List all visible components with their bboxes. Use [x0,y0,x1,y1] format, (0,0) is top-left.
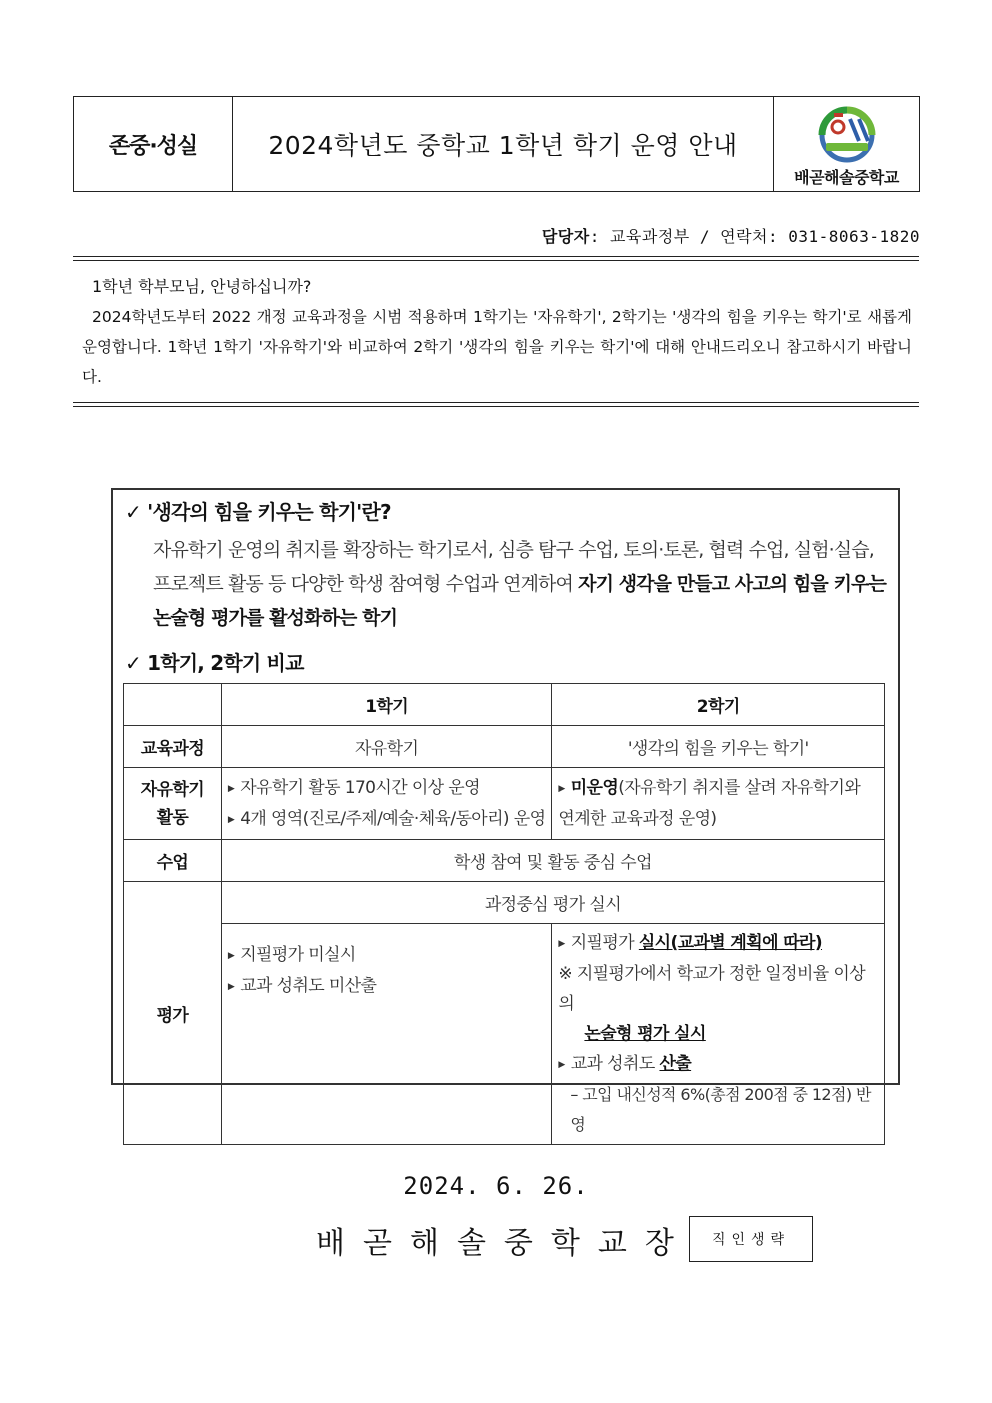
contact-label: 담당자 [541,227,590,246]
table-row [124,768,885,840]
evaluation-semester2 [552,924,885,1145]
school-logo-text: 배곧해솔중학교 [794,167,899,187]
triangle-bullet-icon: ▶ [558,784,565,794]
table-row [124,684,885,726]
triangle-bullet-icon: ▶ [227,982,235,992]
definition-plain: 자유학기 운영의 취지를 확장하는 학기로서, 심층 탐구 수업, 토의·토론, 협력 수업, 실험·실습, 프로젝트 활동 등 다양한 학생 참여형 수업과 연계하여 [153,539,874,595]
section-heading-comparison: ✓ 1학기, 2학기 비교 [125,651,304,675]
list-item: ▶ 4개 영역(진로/주제/예술·체육/동아리) 운영 [227,808,546,829]
document-title: 2024학년도 중학교 1학년 학기 운영 안내 [233,97,774,191]
school-logo [774,97,919,191]
row-label-activity: 자유학기 활동 [124,768,222,840]
document-date: 2024. 6. 26. [403,1172,589,1200]
triangle-bullet-icon: ▶ [227,783,235,794]
row-label-evaluation: 평가 [124,882,222,1145]
list-item: ▶ 교과 성취도 미산출 [227,976,377,996]
triangle-bullet-icon: ▶ [558,1060,565,1070]
evaluation-common: 과정중심 평가 실시 [221,882,884,924]
list-note-emphasis: 논술형 평가 실시 [584,1024,706,1044]
list-note: ※ 지필평가에서 학교가 정한 일정비율 이상의 [558,964,866,1014]
school-motto: 존중·성실 [74,97,233,191]
column-header-semester2: 2학기 [552,684,885,726]
definition-text [153,533,888,635]
curriculum-semester1: 자유학기 [221,726,552,768]
divider-bottom [73,402,919,407]
school-emblem-icon [812,101,882,163]
table-row [124,924,885,1145]
column-header-semester1: 1학기 [221,684,552,726]
definition-bold: 자기 생각을 만들고 사고의 힘을 키우는 논술형 평가를 활성화하는 학기 [153,573,886,629]
activity-description: (자유학기 취지를 살려 자유학기와 연계한 교육과정 운영) [558,778,861,829]
divider-top [73,256,919,261]
table-corner-cell [124,684,222,726]
semester-info-figure [111,488,900,1134]
list-item: ▶ 지필평가 미실시 [227,945,356,965]
activity-semester1 [221,768,552,840]
intro-greeting: 1학년 학부모님, 안녕하십니까? [92,277,312,296]
triangle-bullet-icon: ▶ [558,939,565,949]
row-label-class: 수업 [124,840,222,882]
intro-section [82,272,912,392]
curriculum-semester2: '생각의 힘을 키우는 학기' [552,726,885,768]
contact-line [542,224,920,247]
list-item: ▶ 지필평가 실시(교과별 계획에 따라) [558,933,823,953]
header-table [73,96,920,192]
row-label-curriculum: 교육과정 [124,726,222,768]
list-subitem: – 고입 내신성적 6%(총점 200점 중 12점) 반영 [570,1085,871,1134]
comparison-table [123,683,885,1145]
list-item: ▶ 교과 성취도 산출 [558,1054,692,1074]
activity-semester2 [552,768,885,840]
table-row [124,882,885,924]
evaluation-semester1 [221,924,552,1145]
activity-status: 미운영 [570,778,619,798]
intro-body: 2024학년도부터 2022 개정 교육과정을 시범 적용하며 1학기는 '자유학기', 2학기는 '생각의 힘을 키우는 학기'로 새롭게 운영합니다. 1학년 1학기 '자유학기'와 비교하여 2학기 '생각의 힘을 키우는 학기'에 대해 안내드리오니 참고하시기 바랍니다. [82,308,912,386]
seal-omitted-box: 직인생략 [689,1216,813,1262]
principal-signature: 배곧해솔중학교장 [316,1226,692,1261]
class-value: 학생 참여 및 활동 중심 수업 [221,840,884,882]
list-item: ▶ 자유학기 활동 170시간 이상 운영 [227,777,480,798]
triangle-bullet-icon: ▶ [227,814,235,825]
table-row [124,840,885,882]
section-heading-definition: ✓ '생각의 힘을 키우는 학기'란? [125,500,391,524]
contact-info: : 교육과정부 / 연락처: 031-8063-1820 [589,227,920,246]
table-row [124,726,885,768]
triangle-bullet-icon: ▶ [227,951,235,961]
